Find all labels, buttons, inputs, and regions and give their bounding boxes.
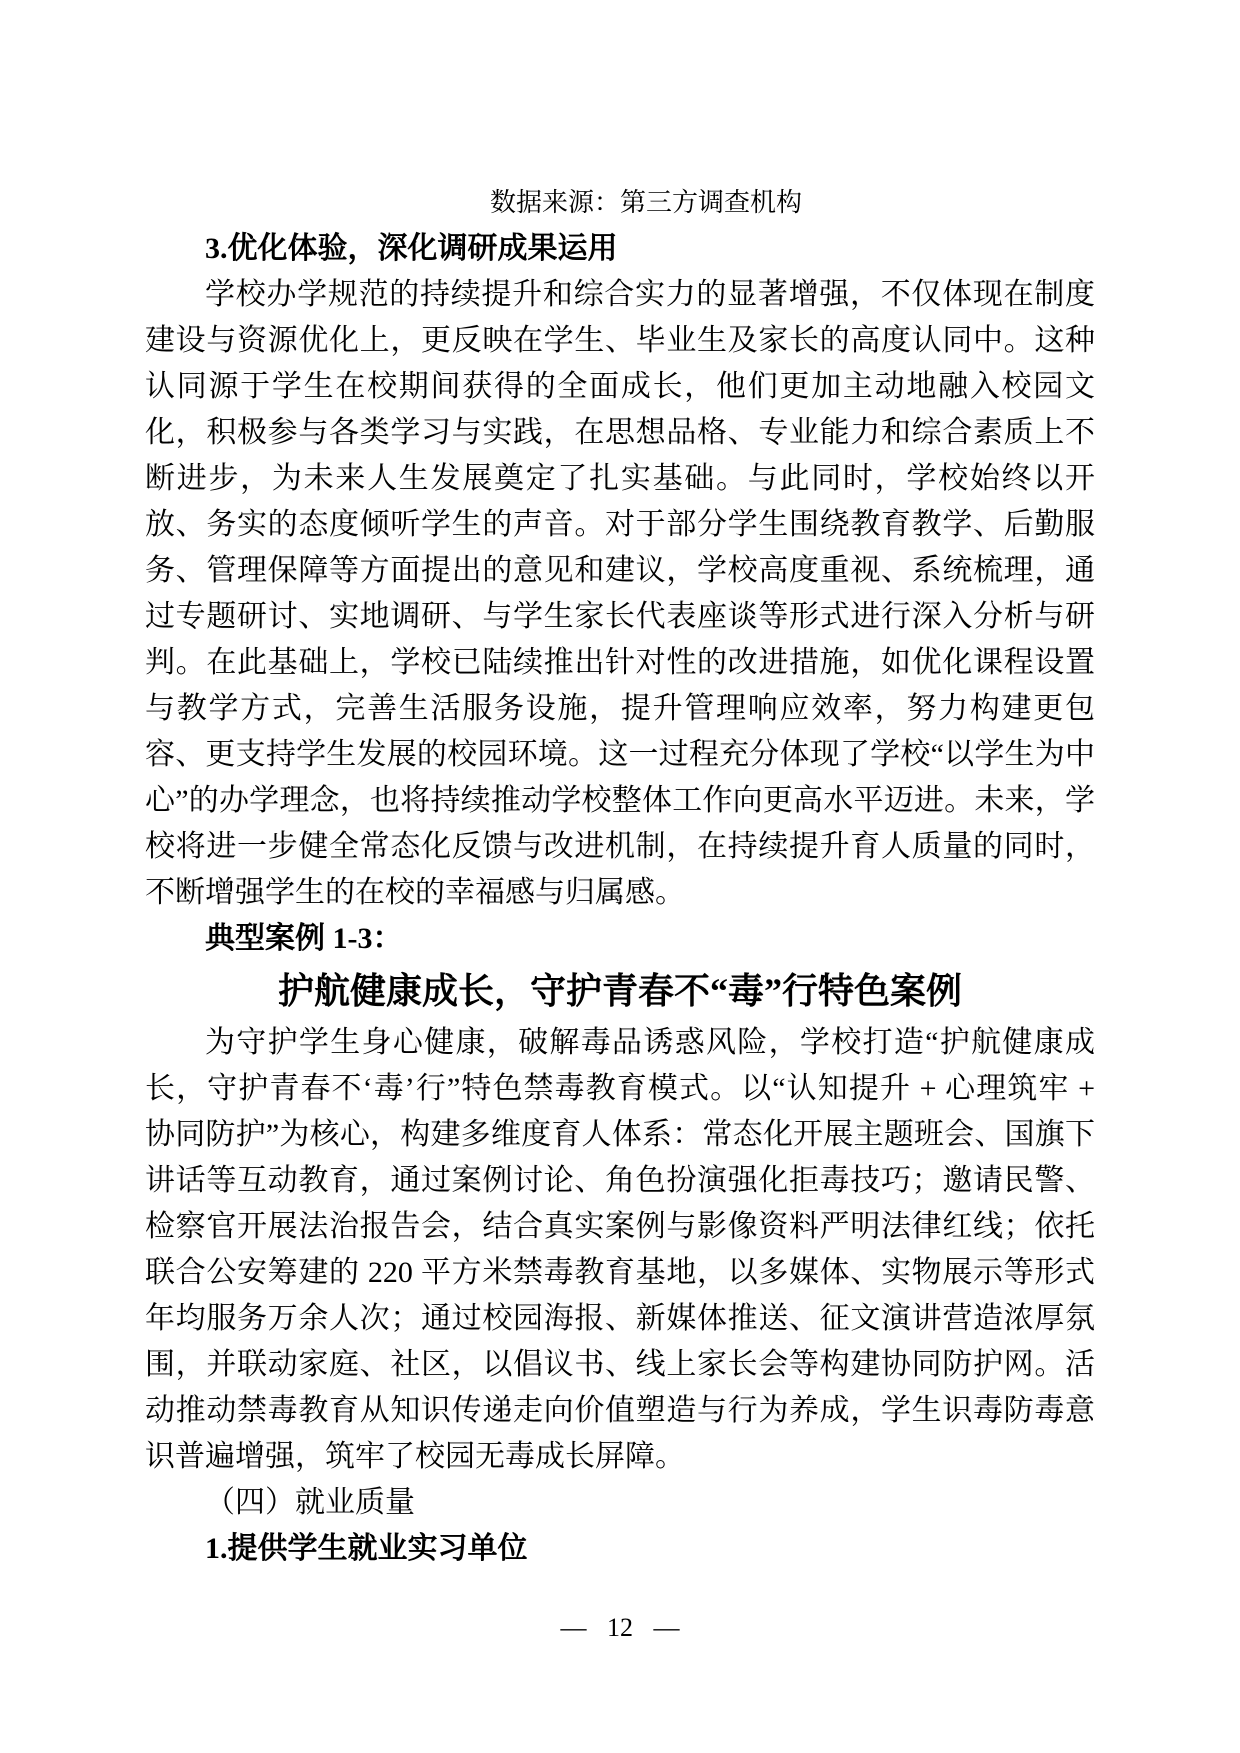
case-study-label: 典型案例 1-3： bbox=[205, 922, 403, 955]
page-number: — 12 — bbox=[560, 1613, 680, 1642]
section-optimize-paragraph: 学校办学规范的持续提升和综合实力的显著增强，不仅体现在制度建设与资源优化上，更反映在学生、毕业生及家长的高度认同中。这种认同源于学生在校期间获得的全面成长，他们更加主动地融入校园文化，积极参与各类学习与实践，在思想品格、专业能力和综合素质上不断进步，为未来人生发展奠定了扎实基础。与此同时，学校始终以开放、务实的态度倾听学生的声音。对于部分学生围绕教育教学、后勤服务、管理保障等方面提出的意见和建议，学校高度重视、系统梳理，通过专题研讨、实地调研、与学生家长代表座谈等形式进行深入分析与研判。在此基础上，学校已陆续推出针对性的改进措施，如优化课程设置与教学方式，完善生活服务设施，提升管理响应效率，努力构建更包容、更支持学生发展的校园环境。这一过程充分体现了学校“以学生为中心”的办学理念，也将持续推动学校整体工作向更高水平迈进。未来，学校将进一步健全常态化反馈与改进机制，在持续提升育人质量的同时，不断增强学生的在校的幸福感与归属感。 bbox=[145, 278, 1095, 909]
case-study-title: 护航健康成长，守护青春不“毒”行特色案例 bbox=[277, 971, 962, 1011]
figure-caption: 数据来源：第三方调查机构 bbox=[489, 188, 802, 217]
section-heading-optimize-experience: 3.优化体验，深化调研成果运用 bbox=[205, 232, 618, 265]
subsection-heading-internship-units: 1.提供学生就业实习单位 bbox=[205, 1532, 528, 1565]
case-study-paragraph: 为守护学生身心健康，破解毒品诱惑风险，学校打造“护航健康成长，守护青春不‘毒’行”特色禁毒教育模式。以“认知提升 + 心理筑牢 + 协同防护”为核心，构建多维度育人体系：常态化开展主题班会、国旗下讲话等互动教育，通过案例讨论、角色扮演强化拒毒技巧；邀请民警、检察官开展法治报告会，结合真实案例与影像资料严明法律红线；依托联合公安筹建的 220 平方米禁毒教育基地，以多媒体、实物展示等形式年均服务万余人次；通过校园海报、新媒体推送、征文演讲营造浓厚氛围，并联动家庭、社区，以倡议书、线上家长会等构建协同防护网。活动推动禁毒教育从知识传递走向价值塑造与行为养成，学生识毒防毒意识普遍增强，筑牢了校园无毒成长屏障。 bbox=[145, 1026, 1095, 1473]
section-heading-employment-quality: （四）就业质量 bbox=[205, 1486, 415, 1519]
document-content bbox=[145, 180, 1095, 1572]
